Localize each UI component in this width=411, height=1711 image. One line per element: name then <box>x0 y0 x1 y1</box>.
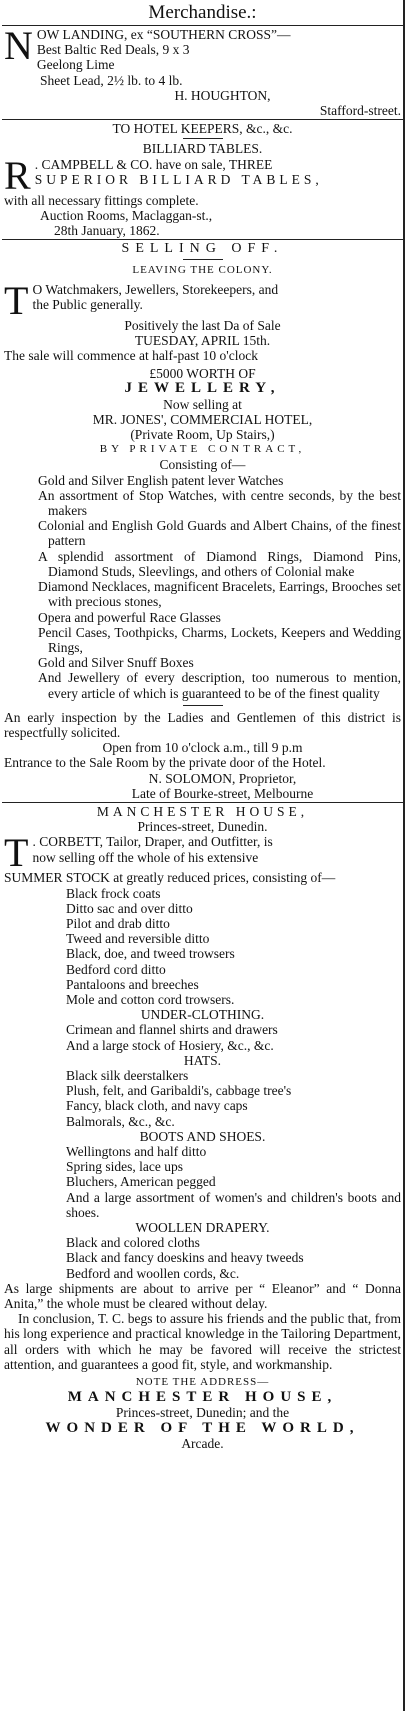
list-item: Bluchers, American pegged <box>66 1174 216 1190</box>
list-item: Diamond Necklaces, magnificent Bracelets, Earrings, Brooches set with precious stones, <box>38 579 401 610</box>
woollen-list <box>4 1235 401 1281</box>
list-heading: WOOLLEN DRAPERY. <box>135 1220 270 1236</box>
list-item: Mole and cotton cord trowsers. <box>66 991 235 1007</box>
list-item: And a large assortment of women's and children's boots and shoes. <box>66 1189 401 1220</box>
list-item: Black silk deerstalkers <box>66 1067 189 1083</box>
list-item: Bedford cord ditto <box>66 961 166 977</box>
list-item: An assortment of Stop Watches, with centre seconds, by the best makers <box>38 487 401 519</box>
advert-line: Consisting of— <box>159 457 246 473</box>
advert-shipments: As large shipments are about to arrive per “ Eleanor” and “ Donna Anita,” the whole must be cleared without delay. <box>4 1280 401 1312</box>
section-title: Merchandise.: <box>148 2 257 23</box>
advertiser-address: Late of Bourke-street, Melbourne <box>131 785 314 801</box>
advert-contract: BY PRIVATE CONTRACT, <box>99 443 306 456</box>
advert-billiards <box>0 121 405 238</box>
advert-line: Now selling at <box>163 396 242 412</box>
advert-heading: MANCHESTER HOUSE, <box>96 803 309 819</box>
advert-line: SUMMER STOCK at greatly reduced prices, consisting of— <box>4 870 336 886</box>
advert-houghton <box>0 27 405 118</box>
list-item: Pantaloons and breeches <box>66 976 199 992</box>
advert-street: Princes-street, Dunedin; and the <box>115 1405 290 1421</box>
advertiser-name: H. HOUGHTON, <box>174 87 271 103</box>
list-item: Gold and Silver English patent lever Watches <box>38 472 284 488</box>
advert-line: Auction Rooms, Maclaggan-st., <box>40 207 213 223</box>
advert-title: BILLIARD TABLES. <box>142 141 263 157</box>
list-item: And Jewellery of every description, too numerous to mention, every article of which is guaranteed to be of the finest quality <box>38 670 401 701</box>
list-item: Wellingtons and half ditto <box>66 1144 207 1159</box>
list-heading: HATS. <box>183 1052 222 1068</box>
list-item: Colonial and English Gold Guards and Albert Chains, of the finest pattern <box>38 518 401 549</box>
advert-conclusion: In conclusion, T. C. begs to assure his friends and the public that, from his long experience and practical knowledge in the Tailoring Department, all orders with which he may be favored will receive the strictest attention, and guarantees a good fit, style, and workmanship. <box>4 1311 401 1372</box>
advert-line: (Private Room, Up Stairs,) <box>130 427 275 443</box>
list-item: Black and fancy doeskins and heavy tweeds <box>66 1250 304 1266</box>
list-item: Pencil Cases, Toothpicks, Charms, Lockets, Keepers and Wedding Rings, <box>38 624 401 655</box>
list-heading: UNDER-CLOTHING. <box>140 1007 265 1023</box>
drop-cap: T <box>4 281 29 318</box>
advert-entrance: Entrance to the Sale Room by the private door of the Hotel. <box>4 755 326 771</box>
drop-cap: T <box>4 834 29 871</box>
drop-cap: R <box>4 156 31 193</box>
advert-inspection: An early inspection by the Ladies and Gentlemen of this district is respectfully solicited. <box>4 709 401 740</box>
list-item: Crimean and flannel shirts and drawers <box>66 1022 278 1038</box>
advert-line: SUPERIOR BILLIARD TABLES, <box>34 171 323 187</box>
advert-note: NOTE THE ADDRESS— <box>135 1376 270 1389</box>
advert-line: OW LANDING, ex “SOUTHERN CROSS”— <box>36 27 291 42</box>
advert-line: . CAMPBELL & CO. have on sale, THREE <box>34 156 273 172</box>
advert-worth: £5000 WORTH OF <box>149 366 256 382</box>
divider <box>2 239 403 240</box>
short-divider <box>183 705 223 706</box>
list-item: A splendid assortment of Diamond Rings, Diamond Pins, Diamond Studs, Sleevlings, and others of Colonial make <box>38 548 401 579</box>
under-clothing-list <box>4 1022 401 1052</box>
jewellery-list <box>4 473 401 701</box>
advert-item: Best Baltic Red Deals, 9 x 3 <box>36 42 190 58</box>
drop-cap: N <box>4 27 33 68</box>
list-item: Bedford and woollen cords, &c. <box>66 1265 240 1281</box>
advert-hours: Open from 10 o'clock a.m., till 9 p.m <box>102 740 303 756</box>
list-item: Black frock coats <box>66 885 161 901</box>
advert-subheading: LEAVING THE COLONY. <box>132 264 273 277</box>
list-heading: BOOTS AND SHOES. <box>139 1128 266 1144</box>
list-item: Plush, felt, and Garibaldi's, cabbage tree's <box>66 1083 292 1099</box>
advert-heading: TO HOTEL KEEPERS, &c., &c. <box>112 121 293 137</box>
advert-line: the Public generally. <box>32 296 143 312</box>
advert-jewellery-title: JEWELLERY, <box>124 380 281 397</box>
list-item: Balmorals, &c., &c. <box>66 1113 175 1129</box>
advert-line: O Watchmakers, Jewellers, Storekeepers, and <box>32 281 279 297</box>
clothing-list <box>4 886 401 1008</box>
list-item: Opera and powerful Race Glasses <box>38 609 221 625</box>
list-item: And a large stock of Hosiery, &c., &c. <box>66 1037 274 1053</box>
advert-house: MANCHESTER HOUSE, <box>67 1389 338 1406</box>
list-item: Tweed and reversible ditto <box>66 931 210 947</box>
advert-line: now selling off the whole of his extensive <box>32 849 259 865</box>
advert-line: The sale will commence at half-past 10 o'clock <box>4 348 258 364</box>
list-item: Spring sides, lace ups <box>66 1159 183 1175</box>
list-item: Gold and Silver Snuff Boxes <box>38 655 194 671</box>
list-item: Ditto sac and over ditto <box>66 900 193 916</box>
advert-wonder: WONDER OF THE WORLD, <box>45 1419 360 1436</box>
advert-heading: SELLING OFF. <box>121 241 284 257</box>
advert-jewellery <box>0 241 405 801</box>
short-divider <box>183 259 223 260</box>
list-item: Black, doe, and tweed trowsers <box>66 946 235 962</box>
divider <box>2 25 403 26</box>
divider <box>2 119 403 120</box>
advert-line: . CORBETT, Tailor, Draper, and Outfitter, is <box>32 834 273 850</box>
boots-list <box>4 1144 401 1220</box>
advert-arcade: Arcade. <box>181 1435 224 1451</box>
advert-venue: MR. JONES', COMMERCIAL HOTEL, <box>92 411 313 427</box>
list-item: Pilot and drab ditto <box>66 915 170 931</box>
list-item: Fancy, black cloth, and navy caps <box>66 1098 248 1114</box>
divider <box>2 802 403 803</box>
advert-date: TUESDAY, APRIL 15th. <box>134 332 271 348</box>
advert-address: Princes-street, Dunedin. <box>137 819 268 835</box>
advert-line: with all necessary fittings complete. <box>4 192 199 208</box>
advert-item: Geelong Lime <box>36 57 115 73</box>
short-divider <box>183 138 223 139</box>
advert-manchester-house <box>0 804 405 1451</box>
list-item: Black and colored cloths <box>66 1235 200 1251</box>
advertiser-address: Stafford-street. <box>319 103 401 119</box>
advert-item: Sheet Lead, 2½ lb. to 4 lb. <box>40 72 183 88</box>
advert-date: 28th January, 1862. <box>54 223 160 239</box>
advertiser-name: N. SOLOMON, Proprietor, <box>148 770 297 786</box>
advert-notice: Positively the last Da of Sale <box>124 317 281 333</box>
column-rule <box>403 0 405 1711</box>
hats-list <box>4 1068 401 1129</box>
